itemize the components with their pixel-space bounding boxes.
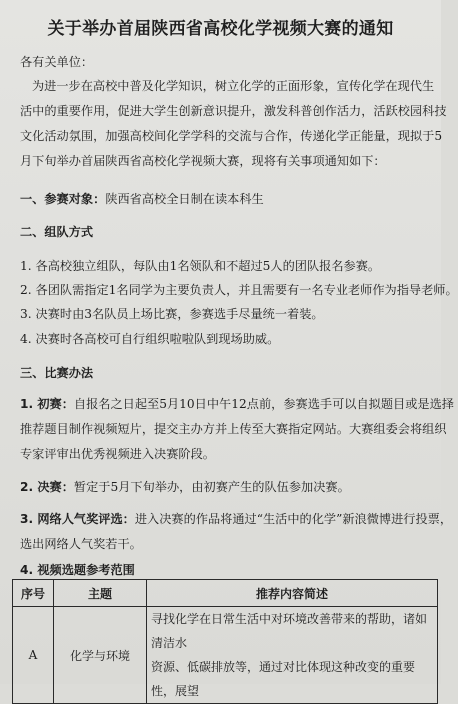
section4-heading: 4. 视频选题参考范围 [20, 563, 135, 577]
header-no: 序号 [13, 580, 54, 607]
section2-item-1: 1. 各高校独立组队，每队由1名领队和不超过5人的团队报名参赛。 [20, 259, 381, 273]
popularity-award-line-1: 进入决赛的作品将通过“生活中的化学”新浪微博进行投票， [134, 512, 453, 526]
section3-item1-row [20, 397, 454, 411]
topic-table [12, 579, 438, 704]
section1-row [20, 192, 264, 206]
final-label: 2. 决赛： [20, 480, 74, 494]
preliminary-line-3: 专家评审出优秀视频进入决赛阶段。 [20, 447, 215, 461]
section3-heading: 三、比赛办法 [20, 366, 94, 380]
section1-body: 陕西省高校全日制在读本科生 [105, 192, 264, 206]
row-a-desc-line-2: 资源、低碳排放等，通过对比体现这种改变的重要性，展望 [151, 660, 416, 698]
intro-line-2: 活中的重要作用，促进大学生创新意识提升，激发科普创作活力，活跃校园科技 [20, 104, 447, 118]
row-a-desc-line-1: 寻找化学在日常生活中对环境改善带来的帮助，诸如清洁水 [151, 612, 428, 650]
table-header-row [13, 580, 438, 607]
section3-item3-row [20, 512, 452, 526]
table-row [13, 607, 438, 704]
section2-heading: 二、组队方式 [20, 225, 94, 239]
popularity-award-label: 3. 网络人气奖评选： [20, 512, 135, 526]
header-topic: 主题 [54, 580, 147, 607]
document-title: 关于举办首届陕西省高校化学视频大赛的通知 [47, 19, 394, 39]
row-a-no: A [13, 607, 54, 704]
preliminary-line-2: 推荐题目制作视频短片，提交主办方并上传至大赛指定网站。大赛组委会将组织 [20, 422, 447, 436]
header-description: 推荐内容简述 [147, 580, 438, 607]
final-body: 暂定于5月下旬举办，由初赛产生的队伍参加决赛。 [73, 480, 350, 494]
preliminary-line-1: 自报名之日起至5月10日中午12点前，参赛选手可以自拟题目或是选择 [73, 397, 454, 411]
section2-item-4: 4. 决赛时各高校可自行组织啦啦队到现场助威。 [20, 332, 280, 346]
intro-line-1: 为进一步在高校中普及化学知识，树立化学的正面形象，宣传化学在现代生 [32, 79, 435, 93]
row-a-description [147, 607, 438, 704]
section1-heading: 一、参赛对象： [20, 192, 106, 206]
intro-line-3: 文化活动氛围，加强高校间化学学科的交流与合作，传递化学正能量，现拟于5 [20, 129, 443, 143]
section3-item2-row [20, 480, 350, 494]
popularity-award-line-2: 选出网络人气奖若干。 [20, 537, 142, 551]
preliminary-label: 1. 初赛： [20, 397, 74, 411]
row-a-topic: 化学与环境 [54, 607, 147, 704]
section2-item-2: 2. 各团队需指定1名同学为主要负责人，并且需要有一名专业老师作为指导老师。 [20, 283, 458, 297]
greeting: 各有关单位： [20, 55, 94, 69]
section2-item-3: 3. 决赛时由3名队员上场比赛，参赛选手尽量统一着装。 [20, 307, 324, 321]
intro-line-4: 月下旬举办首届陕西省高校化学视频大赛，现将有关事项通知如下： [20, 154, 386, 168]
